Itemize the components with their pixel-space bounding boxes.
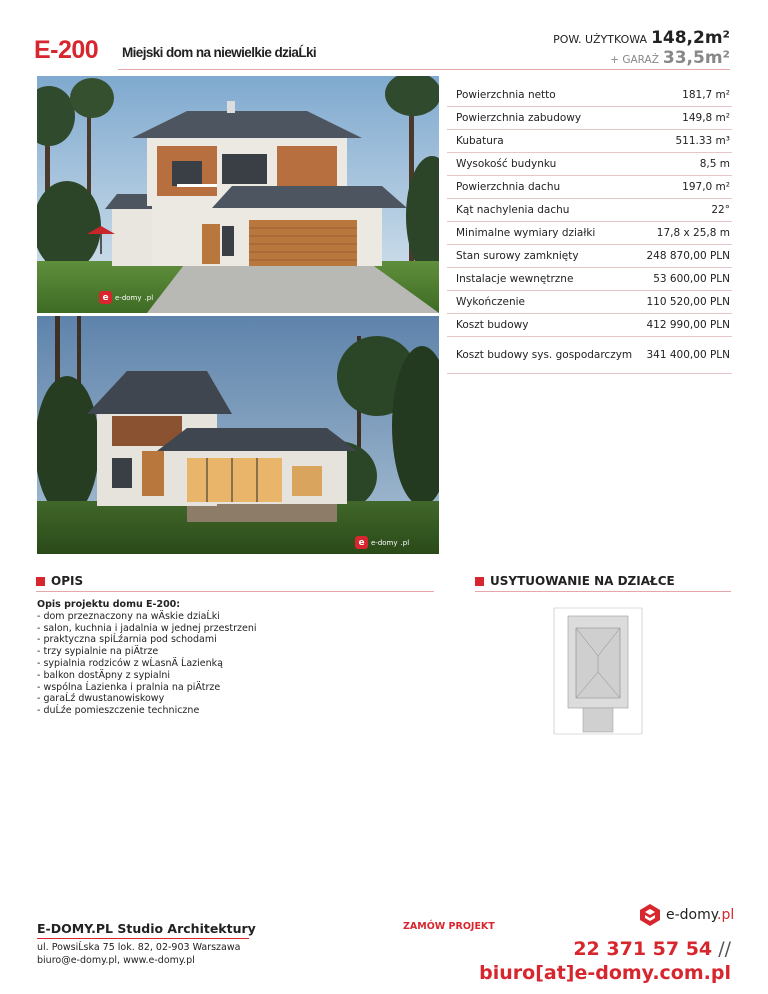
brand-name: e-domy xyxy=(666,907,718,923)
garage-area-value: 33,5m² xyxy=(662,48,730,68)
section-opis-header xyxy=(36,574,83,588)
watermark-suffix: .pl xyxy=(144,293,154,302)
description-item: - wspólna Ĺazienka i pralnia na piÄtrze xyxy=(37,681,221,693)
photo-watermark xyxy=(355,536,409,549)
project-subtitle: Miejski dom na niewielkie dziaĹki xyxy=(122,45,317,60)
spec-row xyxy=(447,291,732,314)
description-item: - trzy sypialnie na piÄtrze xyxy=(37,646,159,658)
spec-label: Wykończenie xyxy=(456,295,525,308)
spec-label: Wysokość budynku xyxy=(456,157,557,170)
order-project-link[interactable]: ZAMÓW PROJEKT xyxy=(403,921,495,932)
spec-row xyxy=(447,268,732,291)
section-usytuowanie-title: USYTUOWANIE NA DZIAŁCE xyxy=(490,574,675,588)
description-item: - salon, kuchnia i jadalnia w jednej przestrzeni xyxy=(37,622,257,634)
e-domy-logo-icon: e xyxy=(355,536,368,549)
section-usytuowanie-header xyxy=(475,574,675,588)
spec-value: 8,5 m xyxy=(699,158,730,170)
spec-value: 341 400,00 PLN xyxy=(646,349,730,361)
site-plan-drawing xyxy=(548,606,648,738)
spec-label: Powierzchnia netto xyxy=(456,88,556,101)
spec-value: 53 600,00 PLN xyxy=(653,273,730,285)
spec-row xyxy=(447,222,732,245)
house-front-render xyxy=(37,76,439,313)
section-divider xyxy=(36,591,434,592)
spec-label: Stan surowy zamknięty xyxy=(456,249,579,262)
spec-label: Powierzchnia zabudowy xyxy=(456,111,582,124)
description-item: - garaĹź dwustanowiskowy xyxy=(37,693,165,705)
brand-logo xyxy=(638,903,734,927)
spec-value: 181,7 m² xyxy=(682,89,730,101)
spec-label: Minimalne wymiary działki xyxy=(456,226,596,239)
description-item: - dom przeznaczony na wÄskie dziaĹki xyxy=(37,610,220,622)
header-divider xyxy=(118,69,730,70)
project-code: E-200 xyxy=(34,36,99,64)
contact-email[interactable]: biuro[at]e-domy.com.pl xyxy=(479,962,731,984)
watermark-text: e-domy xyxy=(115,293,142,302)
spec-label: Koszt budowy xyxy=(456,318,529,331)
spec-value: 149,8 m² xyxy=(682,112,730,124)
usable-area-label: POW. UŻYTKOWA xyxy=(553,33,648,46)
description-item: - sypialnia rodziców z wĹasnÄ Ĺazienką xyxy=(37,657,223,669)
phone-separator: // xyxy=(712,938,731,960)
garage-area-label: + GARAŻ xyxy=(610,54,659,66)
specs-table xyxy=(447,84,732,374)
spec-row xyxy=(447,245,732,268)
description-title: Opis projektu domu E-200: xyxy=(37,599,181,610)
spec-row xyxy=(447,176,732,199)
project-description xyxy=(37,599,437,717)
spec-value: 22° xyxy=(711,204,730,216)
spec-row xyxy=(447,199,732,222)
spec-row xyxy=(447,153,732,176)
photo-watermark xyxy=(99,291,153,304)
red-square-icon xyxy=(475,577,484,586)
spec-value: 412 990,00 PLN xyxy=(646,319,730,331)
spec-row xyxy=(447,314,732,337)
e-domy-logo-icon: e xyxy=(99,291,112,304)
spec-label: Powierzchnia dachu xyxy=(456,180,561,193)
usable-area xyxy=(553,28,730,48)
section-opis-title: OPIS xyxy=(51,574,84,588)
spec-row xyxy=(447,107,732,130)
footer-divider xyxy=(37,938,249,939)
garage-area xyxy=(610,48,730,68)
description-item: - duĹźe pomieszczenie techniczne xyxy=(37,705,200,717)
section-divider xyxy=(475,591,731,592)
spec-value: 248 870,00 PLN xyxy=(646,250,730,262)
usable-area-value: 148,2m² xyxy=(651,28,730,48)
contact-phone[interactable] xyxy=(573,938,731,960)
spec-row xyxy=(447,84,732,107)
spec-value: 17,8 x 25,8 m xyxy=(656,227,730,239)
e-domy-logo-icon xyxy=(638,903,662,927)
spec-label: Instalacje wewnętrzne xyxy=(456,272,574,285)
studio-name: E-DOMY.PL Studio Architektury xyxy=(37,921,256,936)
description-item: - balkon dostÄpny z sypialni xyxy=(37,669,171,681)
watermark-suffix: .pl xyxy=(400,538,410,547)
studio-address xyxy=(37,942,240,967)
spec-label: Kąt nachylenia dachu xyxy=(456,203,570,216)
contact-line: biuro@e-domy.pl, www.e-domy.pl xyxy=(37,954,195,966)
spec-label: Koszt budowy sys. gospodarczym xyxy=(456,348,633,361)
spec-row xyxy=(447,337,732,374)
address-line: ul. PowsiĹska 75 lok. 82, 02-903 Warszawa xyxy=(37,942,241,953)
spec-row xyxy=(447,130,732,153)
spec-value: 511.33 m³ xyxy=(675,135,730,147)
watermark-text: e-domy xyxy=(371,538,398,547)
spec-label: Kubatura xyxy=(456,134,504,147)
spec-value: 110 520,00 PLN xyxy=(646,296,730,308)
house-garden-render xyxy=(37,316,439,554)
spec-value: 197,0 m² xyxy=(682,181,730,193)
phone-number[interactable]: 22 371 57 54 xyxy=(573,938,713,960)
description-item: - praktyczna spiĹźarnia pod schodami xyxy=(37,634,217,646)
brand-suffix: .pl xyxy=(717,907,735,923)
red-square-icon xyxy=(36,577,45,586)
